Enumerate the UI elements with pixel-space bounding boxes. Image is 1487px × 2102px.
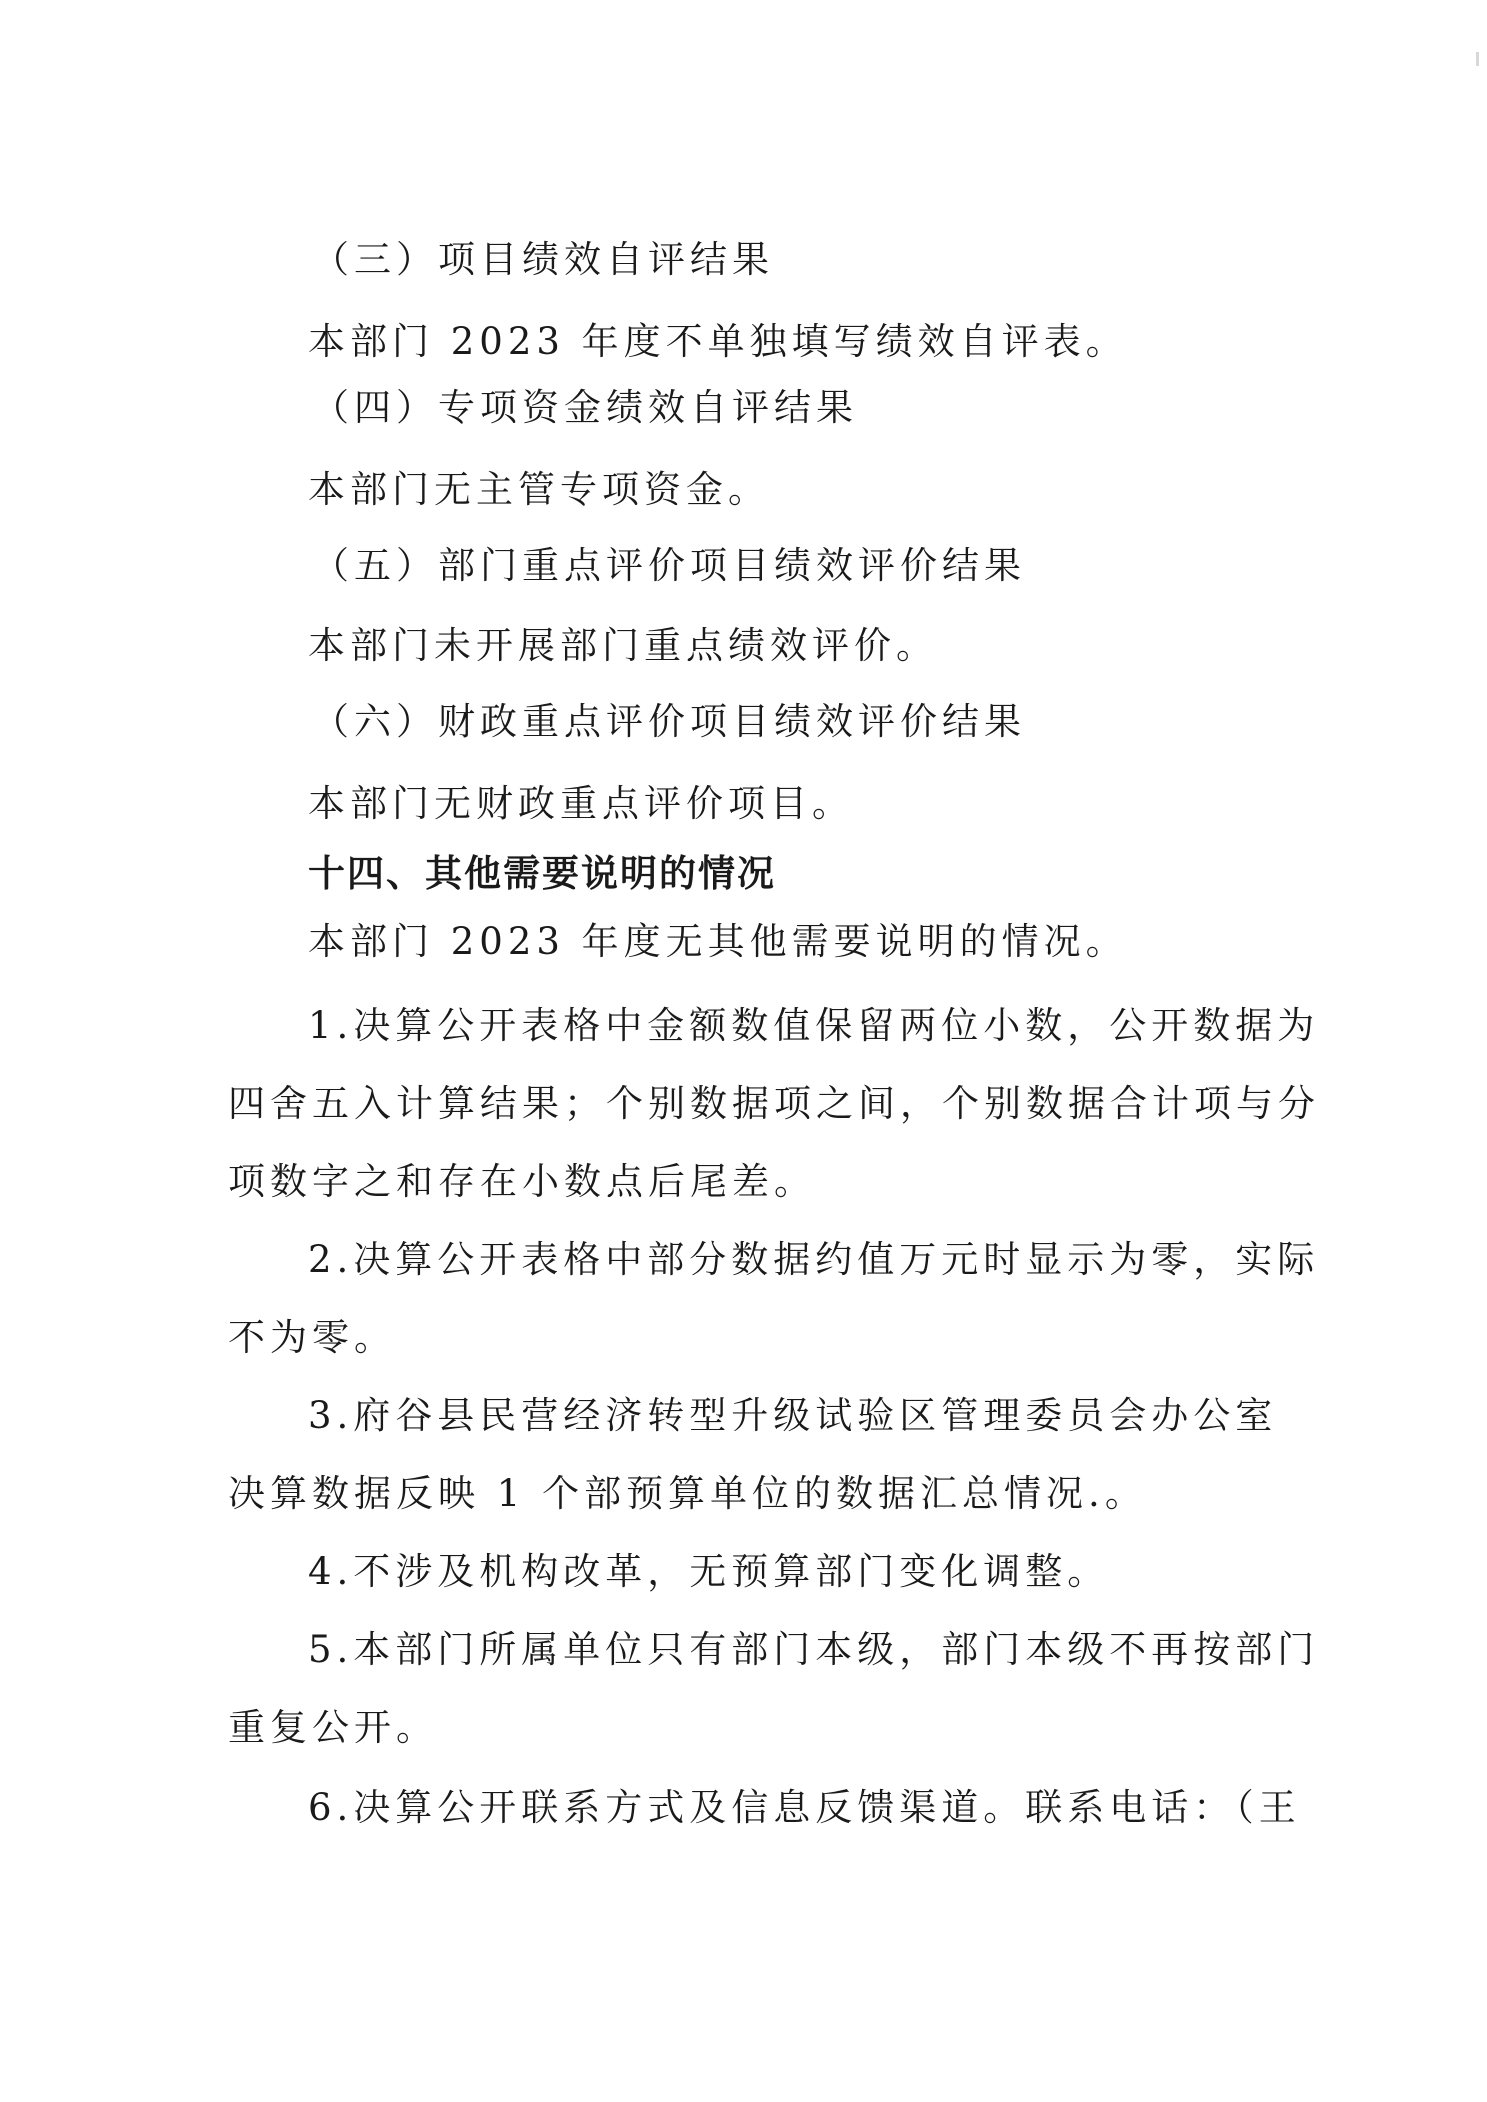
paragraph-finance-key-evaluation: 本部门无财政重点评价项目。 xyxy=(308,782,854,825)
subheading-project-self-evaluation: （三）项目绩效自评结果 xyxy=(312,238,774,281)
subheading-finance-key-evaluation: （六）财政重点评价项目绩效评价结果 xyxy=(312,700,1026,743)
subheading-special-fund-evaluation: （四）专项资金绩效自评结果 xyxy=(312,386,858,429)
section-heading-other-notes: 十四、其他需要说明的情况 xyxy=(308,852,776,895)
note-1-line-2: 四舍五入计算结果；个别数据项之间，个别数据合计项与分 xyxy=(228,1082,1320,1125)
note-2-line-1: 2.决算公开表格中部分数据约值万元时显示为零，实际 xyxy=(308,1238,1320,1281)
note-3-line-1: 3.府谷县民营经济转型升级试验区管理委员会办公室 xyxy=(308,1394,1278,1437)
paragraph-special-fund-evaluation: 本部门无主管专项资金。 xyxy=(308,468,770,511)
scan-edge-mark xyxy=(1476,52,1479,66)
note-3-line-2: 决算数据反映 1 个部预算单位的数据汇总情况.。 xyxy=(228,1472,1147,1515)
subheading-department-key-evaluation: （五）部门重点评价项目绩效评价结果 xyxy=(312,544,1026,587)
note-6-line-1: 6.决算公开联系方式及信息反馈渠道。联系电话：（王 xyxy=(308,1786,1301,1829)
note-4: 4.不涉及机构改革，无预算部门变化调整。 xyxy=(308,1550,1110,1593)
note-5-line-2: 重复公开。 xyxy=(228,1706,438,1749)
note-2-line-2: 不为零。 xyxy=(228,1316,396,1359)
note-5-line-1: 5.本部门所属单位只有部门本级，部门本级不再按部门 xyxy=(308,1628,1320,1671)
paragraph-department-key-evaluation: 本部门未开展部门重点绩效评价。 xyxy=(308,624,938,667)
paragraph-project-self-evaluation: 本部门 2023 年度不单独填写绩效自评表。 xyxy=(308,320,1128,363)
note-1-line-3: 项数字之和存在小数点后尾差。 xyxy=(228,1160,816,1203)
note-1-line-1: 1.决算公开表格中金额数值保留两位小数，公开数据为 xyxy=(308,1004,1320,1047)
paragraph-other-notes: 本部门 2023 年度无其他需要说明的情况。 xyxy=(308,920,1128,963)
